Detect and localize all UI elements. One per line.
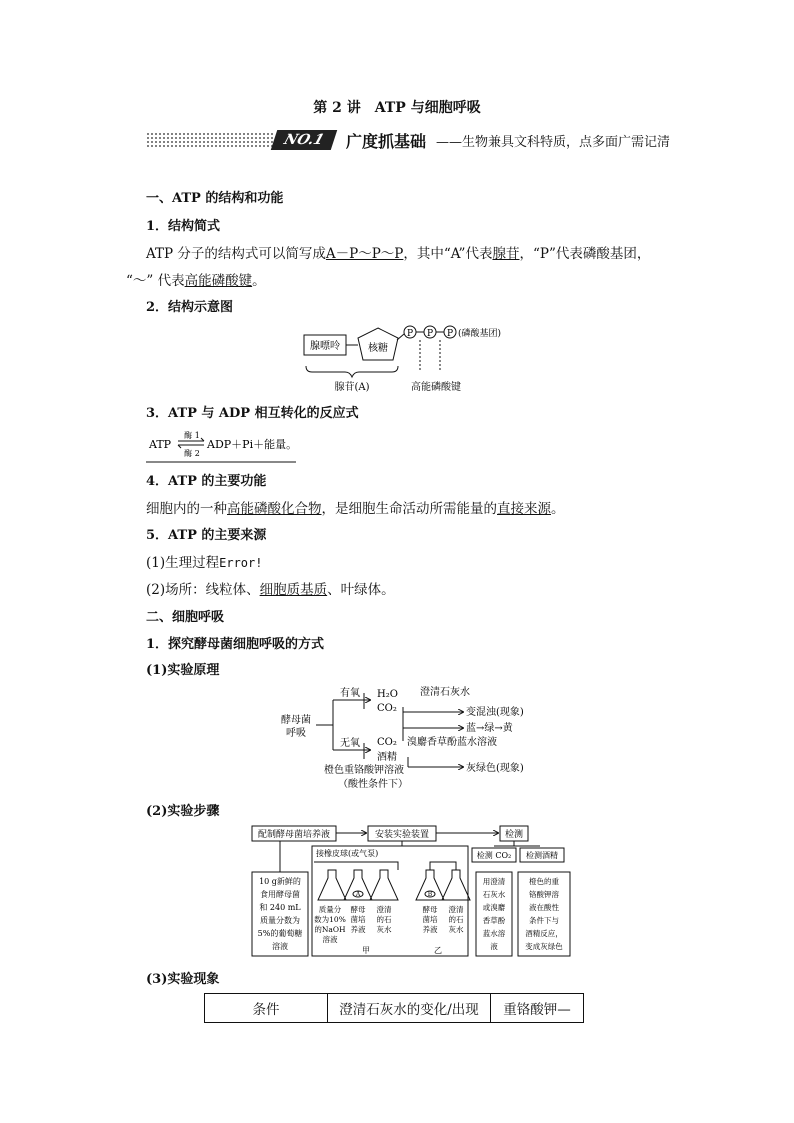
lime-line: 的石 — [448, 915, 464, 924]
phosphate-p: P — [426, 329, 434, 339]
naoh-line: 数为10% — [314, 915, 346, 924]
flask-b-label: B — [427, 891, 433, 898]
naoh-line: 的NaOH — [314, 925, 346, 934]
heading-function: 4．ATP 的主要功能 — [146, 474, 267, 489]
heading-phenomena: (3)实验现象 — [146, 972, 220, 987]
co2-method-line: 用澄清 — [482, 877, 506, 886]
bond-answer: 高能磷酸键 — [184, 273, 253, 289]
section-heading-2: 二、细胞呼吸 — [146, 610, 225, 625]
adenosine-label: 腺苷(A) — [334, 382, 370, 393]
paragraph-line: “～” 代表高能磷酸键。 — [126, 273, 266, 289]
heading-yeast-experiment: 1．探究酵母菌细胞呼吸的方式 — [146, 637, 325, 652]
tube — [314, 862, 398, 870]
lime-line: 灰水 — [376, 925, 392, 934]
lime-line: 澄清 — [448, 905, 464, 914]
enzyme-2-label: 酶 2 — [184, 449, 200, 458]
yeast-liquid-line: 菌培 — [422, 915, 438, 924]
paragraph-line: ATP 分子的结构式可以简写成A－P～P～P，其中“A”代表腺苷，“P”代表磷酸基团， — [146, 246, 651, 262]
error-text: Error! — [219, 556, 263, 570]
section-heading-1: 一、ATP 的结构和功能 — [146, 191, 284, 206]
alcohol-method-line: 液在酸性 — [529, 903, 559, 912]
flask-lime-yi — [442, 870, 470, 900]
phosphate-group-label: (磷酸基团) — [458, 329, 502, 339]
detect-co2-label: 检测 CO₂ — [476, 851, 512, 860]
section-banner — [146, 128, 706, 154]
flask-lime-jia — [370, 870, 398, 900]
phosphate-p: P — [406, 329, 414, 339]
connector-line — [397, 334, 404, 340]
pump-label: 接橡皮球(或气泵) — [316, 849, 379, 858]
paragraph-line: (1)生理过程Error! — [146, 555, 263, 571]
co2-method-line: 蓝水溶 — [482, 929, 506, 938]
dichromate-label: 橙色重铬酸钾溶液 — [324, 765, 404, 776]
recipe-line: 食用酵母菌 — [260, 890, 300, 899]
banner-dots — [146, 132, 274, 148]
atp-structure-diagram — [300, 320, 530, 395]
alcohol-method-line: 橙色的重 — [529, 877, 559, 886]
co2-method-line: 或溴麝 — [482, 903, 506, 912]
lime-line: 灰水 — [448, 925, 464, 934]
table-row — [205, 994, 584, 1023]
paragraph-line: 细胞内的一种高能磷酸化合物，是细胞生命活动所需能量的直接来源。 — [146, 501, 565, 517]
adenosine-answer: 腺苷 — [492, 246, 520, 262]
direct-source-answer: 直接来源 — [497, 501, 551, 517]
heading-structure-diagram: 2．结构示意图 — [146, 300, 234, 315]
tube — [430, 862, 456, 870]
alcohol-method-line: 铬酸钾溶 — [529, 890, 559, 899]
heading-steps: (2)实验步骤 — [146, 804, 220, 819]
flask-naoh — [318, 870, 346, 900]
table-header-cell: 条件 — [205, 994, 328, 1023]
yeast-liquid-line: 养液 — [422, 925, 438, 934]
yeast-liquid-line: 养液 — [350, 925, 366, 934]
paragraph-line: (2)场所：线粒体、细胞质基质、叶绿体。 — [146, 582, 395, 598]
yeast-label: 酵母菌 — [281, 715, 311, 726]
alcohol-method-line: 条件下与 — [529, 916, 559, 925]
step-prepare-label: 配制酵母菌培养液 — [257, 830, 331, 840]
step-detect-label: 检测 — [504, 830, 524, 840]
adenosine-brace — [306, 366, 398, 377]
co2-method-line: 液 — [490, 942, 498, 951]
ribose-label: 核糖 — [368, 343, 388, 354]
banner-title: 广度抓基础 — [346, 132, 427, 151]
flask-a-label: A — [355, 891, 361, 898]
alcohol-method-line: 变成灰绿色 — [525, 942, 563, 951]
heading-structure-formula: 1．结构简式 — [146, 219, 221, 234]
step-install-label: 安装实验装置 — [374, 830, 430, 840]
reaction-right: ADP＋Pi＋能量。 — [207, 438, 298, 451]
lime-line: 的石 — [376, 915, 392, 924]
experiment-setup-diagram — [250, 824, 576, 960]
page-title: 第 2 讲 ATP 与细胞呼吸 — [313, 100, 481, 116]
adenine-label: 腺嘌呤 — [310, 341, 340, 352]
anaerobic-label: 无氧 — [340, 738, 360, 749]
limewater-label: 澄清石灰水 — [420, 687, 470, 698]
detect-alcohol-label: 检测酒精 — [526, 851, 558, 860]
phosphate-p: P — [446, 329, 454, 339]
heading-source: 5．ATP 的主要来源 — [146, 528, 267, 543]
heading-principle: (1)实验原理 — [146, 663, 220, 678]
flask-group-yi — [416, 862, 470, 900]
naoh-line: 溶液 — [322, 935, 338, 944]
co2-method-line: 石灰水 — [482, 890, 506, 899]
recipe-line: 质量分数为 — [260, 916, 300, 925]
alcohol-method-line: 酒精反应， — [525, 929, 563, 938]
banner-badge: NO.1 — [271, 130, 337, 150]
phenomena-table — [204, 993, 584, 1023]
atp-formula: A－P～P～P — [325, 246, 404, 262]
color-change-result: 蓝→绿→黄 — [466, 723, 513, 734]
table-header-cell: 澄清石灰水的变化/出现 — [328, 994, 491, 1023]
turbid-result: 变混浊(现象) — [466, 707, 524, 718]
banner-subtitle: ——生物兼具文科特质，点多面广需记清 — [436, 135, 671, 150]
flask-group-jia — [318, 870, 398, 900]
heading-reaction: 3．ATP 与 ADP 相互转化的反应式 — [146, 406, 359, 421]
recipe-line: 和 240 mL — [259, 903, 301, 912]
cytoplasm-answer: 细胞质基质 — [259, 582, 328, 598]
aerobic-label: 有氧 — [340, 688, 360, 699]
co2-anaerobic-label: CO₂ — [377, 737, 397, 748]
acid-condition-label: （酸性条件下） — [338, 779, 408, 790]
recipe-line: 溶液 — [272, 942, 288, 951]
naoh-line: 质量分 — [318, 905, 342, 914]
co2-aerobic-label: CO₂ — [377, 703, 397, 714]
btb-label: 溴麝香草酚蓝水溶液 — [407, 737, 497, 748]
setup-jia-label: 甲 — [362, 946, 370, 955]
respiration-label: 呼吸 — [286, 728, 306, 739]
graygreen-result: 灰绿色(现象) — [466, 763, 524, 774]
high-energy-bond-label: 高能磷酸键 — [411, 382, 461, 393]
h2o-label: H₂O — [377, 689, 398, 700]
recipe-line: 5%的葡萄糖 — [257, 929, 303, 938]
lime-line: 澄清 — [376, 905, 392, 914]
yeast-liquid-line: 酵母 — [350, 905, 366, 914]
alcohol-label: 酒精 — [377, 752, 397, 763]
enzyme-1-label: 酶 1 — [184, 431, 200, 440]
atp-adp-reaction — [146, 426, 298, 464]
yeast-liquid-line: 菌培 — [350, 915, 366, 924]
setup-yi-label: 乙 — [434, 946, 442, 955]
yeast-liquid-line: 酵母 — [422, 905, 438, 914]
reaction-left: ATP — [149, 438, 172, 451]
co2-method-line: 香草酚 — [482, 916, 506, 925]
table-header-cell: 重铬酸钾— — [491, 994, 584, 1023]
recipe-line: 10 g新鲜的 — [259, 877, 301, 886]
principle-diagram — [278, 683, 538, 795]
compound-answer: 高能磷酸化合物 — [227, 501, 322, 517]
